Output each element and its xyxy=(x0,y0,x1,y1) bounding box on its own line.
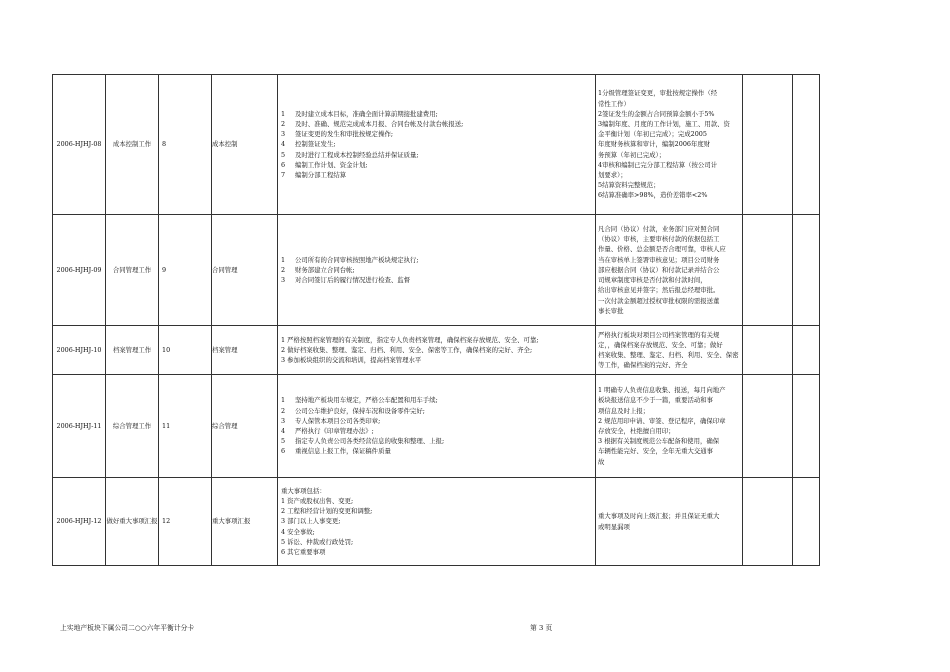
standard-line: 一次付款金额超过授权审批权限的需报送董 xyxy=(598,296,720,305)
standard-line: 板块报送信息不少于一篇，重要活动和事 xyxy=(598,396,714,405)
item-name: 合同管理 xyxy=(212,215,278,326)
description-line-text: 对合同签订后的履行情况进行检查、监督 xyxy=(295,276,411,285)
standard-line: 或明显漏项 xyxy=(598,522,630,531)
table-row xyxy=(53,326,820,375)
description-line xyxy=(281,265,593,275)
standard-line: 车辆性能完好、安全，全年无重大交通事 xyxy=(598,447,714,456)
description-line-text: 及时进行工程成本控制经验总结并保证质量; xyxy=(295,150,419,159)
empty-cell xyxy=(743,375,793,478)
standard-line: 作量、价格、总金额是否合理可靠，审核人应 xyxy=(598,245,726,254)
table-row xyxy=(53,215,820,326)
standard-line: 部应根据合同（协议）和付款记录并结合公 xyxy=(598,265,720,274)
item-name: 档案管理 xyxy=(212,326,278,375)
standard-line: 常性工作） xyxy=(598,99,630,108)
empty-cell xyxy=(743,478,793,566)
standard-line: 务预算（年初已完成）； xyxy=(598,150,666,159)
description-line-text: 及时、准确、规范完成成本月报、合同台帐及付款台帐报送; xyxy=(295,119,464,128)
description-line-text: 控制签证发生; xyxy=(295,140,336,149)
description-line xyxy=(281,119,593,129)
item-number: 8 xyxy=(159,75,212,215)
description-line xyxy=(281,527,593,537)
description-line-text: 指定专人负责公司各类经营信息的收集和整理、上报; xyxy=(295,437,445,446)
empty-cell xyxy=(743,326,793,375)
description-line xyxy=(281,335,593,345)
description-line-text: 严格执行《印章管理办法》; xyxy=(295,427,374,435)
balanced-scorecard-table xyxy=(52,74,820,566)
item-code: 2006-HJHJ-12 xyxy=(53,478,106,566)
standard-line: 等工作，确保档案的完好、齐全 xyxy=(598,361,688,370)
description-line xyxy=(281,129,593,139)
description-line-text: 5 诉讼、仲裁或行政处罚; xyxy=(281,537,354,546)
item-name: 重大事项汇报 xyxy=(212,478,278,566)
description-line-text: 编制工作计划、资金计划; xyxy=(295,160,368,169)
description-line-number: 3 xyxy=(281,276,286,285)
standard-line: 重大事项及时向上级汇报；并且保证无重大 xyxy=(598,512,720,521)
item-description xyxy=(278,215,596,326)
table-row xyxy=(53,375,820,478)
standard-line: 6结算准确率>98%，造价差错率<2% xyxy=(598,191,708,200)
standard-line: 年度财务核算和审计，编制2006年度财 xyxy=(598,140,711,149)
description-line-text: 3 参加板块组织的交流和培训，提高档案管理水平 xyxy=(281,356,422,365)
standard-line: 严格执行板块对项目公司档案管理的有关规 xyxy=(598,330,720,339)
standard-line: 项信息及时上报； xyxy=(598,406,650,415)
item-code: 2006-HJHJ-09 xyxy=(53,215,106,326)
item-description xyxy=(278,478,596,566)
description-line-text: 重视信息上报工作，保证稿件质量 xyxy=(295,447,391,456)
description-line xyxy=(281,139,593,149)
description-line xyxy=(281,506,593,516)
empty-cell xyxy=(793,326,820,375)
item-code: 2006-HJHJ-11 xyxy=(53,375,106,478)
item-category: 档案管理工作 xyxy=(106,326,159,375)
item-standard xyxy=(596,75,743,215)
description-line-number: 3 xyxy=(281,416,286,425)
standard-line: 给出审核意见并签字；然后报总经理审批。 xyxy=(598,286,720,295)
description-line-number: 1 xyxy=(281,255,286,264)
description-line xyxy=(281,150,593,160)
standard-line: （协议）审核，主要审核付款的依据包括工 xyxy=(598,235,720,244)
description-line xyxy=(281,547,593,557)
empty-cell xyxy=(793,215,820,326)
description-line-text: 1 严格按照档案管理的有关制度，指定专人负责档案管理，确保档案存放规范、安全、可靠; xyxy=(281,335,539,344)
standard-line: 定，，确保档案存放规范、安全、可靠；做好 xyxy=(598,340,723,349)
standard-line: 金平衡计划（年初已完成）；完成2005 xyxy=(598,130,707,139)
item-code: 2006-HJHJ-10 xyxy=(53,326,106,375)
table-body xyxy=(53,75,820,566)
description-line xyxy=(281,395,593,405)
description-line-number: 4 xyxy=(281,427,286,435)
item-description xyxy=(278,326,596,375)
description-line-number: 4 xyxy=(281,140,286,149)
description-line-number: 5 xyxy=(281,150,286,159)
standard-line: 当在审核单上签署审核意见；项目公司财务 xyxy=(598,255,720,264)
description-line xyxy=(281,255,593,265)
description-line-number: 6 xyxy=(281,447,286,456)
description-line-number: 2 xyxy=(281,119,286,128)
standard-line: 司规章制度审核是否付款和付款时间， xyxy=(598,276,707,285)
empty-cell xyxy=(793,375,820,478)
description-line xyxy=(281,406,593,416)
description-line-text: 公司所有的合同审核按照地产板块规定执行; xyxy=(295,255,419,264)
empty-cell xyxy=(793,478,820,566)
description-line xyxy=(281,109,593,119)
standard-line: 5结算资料完整规范； xyxy=(598,181,660,190)
empty-cell xyxy=(743,75,793,215)
item-standard xyxy=(596,215,743,326)
item-category: 做好重大事项汇报 xyxy=(106,478,159,566)
description-line-number: 7 xyxy=(281,171,286,179)
description-line-number: 2 xyxy=(281,406,286,415)
item-category: 综合管理工作 xyxy=(106,375,159,478)
description-line-number: 1 xyxy=(281,109,286,118)
item-description xyxy=(278,375,596,478)
description-line xyxy=(281,275,593,285)
description-line xyxy=(281,436,593,446)
description-line xyxy=(281,496,593,506)
item-code: 2006-HJHJ-08 xyxy=(53,75,106,215)
item-number: 11 xyxy=(159,375,212,478)
description-line-number: 1 xyxy=(281,396,286,405)
description-line-number: 5 xyxy=(281,437,286,446)
description-line xyxy=(281,537,593,547)
empty-cell xyxy=(743,215,793,326)
description-line xyxy=(281,160,593,170)
standard-line: 3编制年度、月度的工作计划，施工、用款、资 xyxy=(598,119,730,128)
description-line xyxy=(281,516,593,526)
standard-line: 档案收集、整理、鉴定、归档、利用、安全、保密 xyxy=(598,351,739,359)
description-line-text: 专人保管本项目公司各类印章; xyxy=(295,416,381,425)
description-line-text: 2 工程和经营计划的变更和调整; xyxy=(281,507,373,516)
standard-line: 4审核和编制已完分部工程结算（按公司计 xyxy=(598,160,718,169)
description-line xyxy=(281,446,593,456)
item-category: 成本控制工作 xyxy=(106,75,159,215)
description-line xyxy=(281,345,593,355)
standard-line: 凡合同（协议）付款，业务部门应对照合同 xyxy=(598,225,720,234)
item-category: 合同管理工作 xyxy=(106,215,159,326)
table-row xyxy=(53,478,820,566)
description-line xyxy=(281,416,593,426)
description-line-text: 1 资产或股权出售、变更; xyxy=(281,496,354,505)
description-line-number: 2 xyxy=(281,265,286,274)
item-name: 成本控制 xyxy=(212,75,278,215)
description-line-text: 重大事项包括： xyxy=(281,486,326,495)
description-line xyxy=(281,486,593,496)
standard-line: 1 明确专人负责信息收集、报送，每月向地产 xyxy=(598,386,726,395)
item-standard xyxy=(596,326,743,375)
standard-line: 划要求）； xyxy=(598,171,627,179)
description-line-text: 3 部门以上人事变更; xyxy=(281,517,341,526)
standard-line: 1分级管理签证变更，审批按规定操作（经 xyxy=(598,89,718,98)
description-line-text: 财务部建立合同台帐; xyxy=(295,265,355,274)
description-line-text: 2 做好档案收集、整理、鉴定、归档、利用、安全、保密等工作，确保档案的完好、齐全; xyxy=(281,345,533,354)
description-line xyxy=(281,170,593,180)
footer-title: 上实地产板块下属公司二○○六年平衡计分卡 xyxy=(60,624,195,632)
item-standard xyxy=(596,375,743,478)
description-line-number: 3 xyxy=(281,130,286,139)
description-line-text: 4 安全事故; xyxy=(281,527,315,536)
page-number: 第 3 页 xyxy=(530,624,553,632)
item-number: 10 xyxy=(159,326,212,375)
description-line-text: 及时建立成本目标，准确全面计算前期接批建费用; xyxy=(295,109,438,118)
standard-line: 3 根据有关制度规范公车配备和使用，确保 xyxy=(598,437,720,446)
item-name: 综合管理 xyxy=(212,375,278,478)
description-line xyxy=(281,355,593,365)
description-line-text: 6 其它重要事项 xyxy=(281,548,326,556)
description-line-text: 编制分部工程结算 xyxy=(295,171,347,179)
standard-line: 2 规范用印申请、审签、登记程序，确保印章 xyxy=(598,416,726,425)
description-line-number: 6 xyxy=(281,160,286,169)
description-line-text: 公司公车维护良好，保持车况和设备零件完好; xyxy=(295,406,425,415)
table-row xyxy=(53,75,820,215)
standard-line: 2签证发生的金额占合同预算金额小于5% xyxy=(598,109,715,118)
description-line-text: 坚持地产板块用车规定，严格公车配置和用车手续; xyxy=(295,396,438,405)
empty-cell xyxy=(793,75,820,215)
standard-line: 故 xyxy=(598,457,605,466)
item-number: 9 xyxy=(159,215,212,326)
description-line xyxy=(281,426,593,436)
standard-line: 存放安全，杜绝擅自用印； xyxy=(598,427,675,435)
description-line-text: 签证变更的发生和审批按规定操作; xyxy=(295,130,394,139)
item-standard xyxy=(596,478,743,566)
item-description xyxy=(278,75,596,215)
standard-line: 事长审批 xyxy=(598,306,624,315)
item-number: 12 xyxy=(159,478,212,566)
